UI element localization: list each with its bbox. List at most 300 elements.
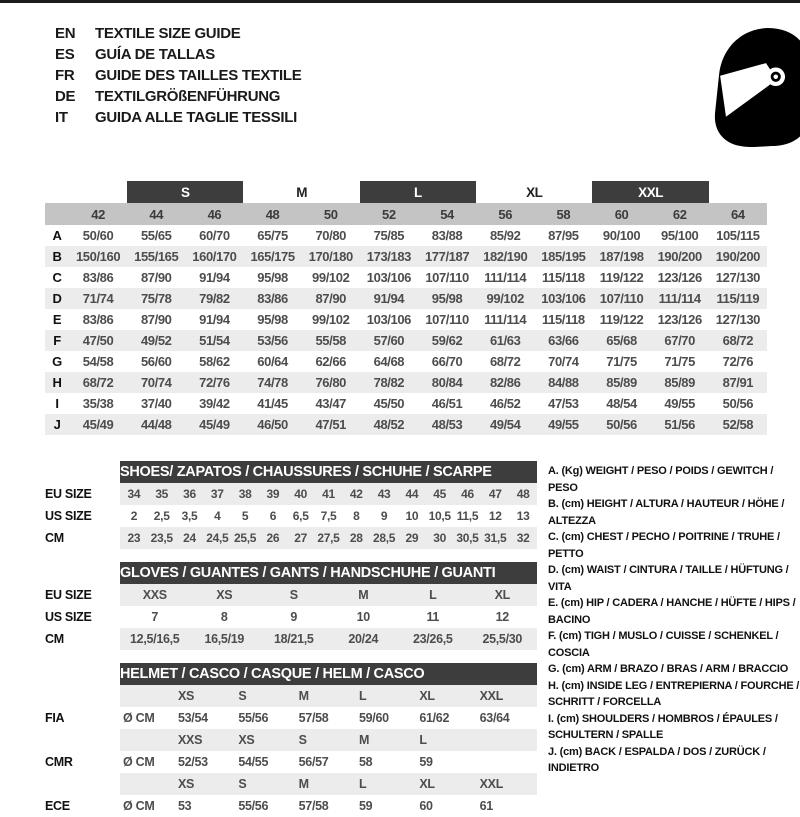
helmet-value-row — [45, 707, 537, 729]
size-value-cell: 127/130 — [715, 312, 760, 327]
size-value-cell: 45 — [426, 483, 454, 505]
accessory-tables — [45, 461, 537, 817]
measurement-legend — [548, 461, 800, 817]
size-column-header: 42 — [69, 203, 127, 225]
helmet-value-cell: 56/57 — [298, 755, 329, 769]
size-value-cell: 2 — [130, 509, 138, 523]
size-value-cell: 4 — [214, 509, 221, 523]
legend-key: I. — [548, 712, 557, 725]
size-value-cell: 103/106 — [366, 270, 411, 285]
shoes-size-table — [45, 461, 537, 549]
size-value-cell: 51/56 — [651, 414, 709, 435]
size-value-cell: XXS — [120, 584, 190, 606]
helmet-size-header: XS — [235, 729, 295, 751]
size-value-cell: 36 — [176, 483, 204, 505]
size-value-cell: 71/75 — [606, 354, 637, 369]
size-value-cell: 60/64 — [257, 354, 288, 369]
size-value-cell: 70/74 — [548, 354, 579, 369]
size-value-cell: 127/130 — [715, 270, 760, 285]
size-value-cell: 91/94 — [199, 270, 230, 285]
size-value-cell: 150/160 — [69, 246, 127, 267]
size-value-cell: 20/24 — [329, 628, 399, 650]
language-title-list — [55, 23, 800, 128]
size-value-cell: 111/114 — [651, 288, 709, 309]
size-value-cell: 26 — [259, 527, 287, 549]
helmet-value-cell: 57/58 — [298, 799, 329, 813]
measure-row-label: D — [45, 288, 69, 309]
unit-spacer — [120, 729, 175, 751]
row-label-spacer — [45, 461, 120, 483]
size-value-cell: 83/86 — [82, 312, 114, 327]
size-strip-corner — [45, 203, 69, 225]
size-value-cell: 75/85 — [373, 228, 405, 243]
size-value-cell: 79/82 — [185, 288, 243, 309]
measure-row — [45, 246, 767, 267]
language-title: TEXTILGRÖßENFÜHRUNG — [95, 88, 281, 105]
helmet-value-cell: 61 — [479, 799, 493, 813]
measure-row-label: E — [52, 312, 62, 327]
size-value-cell: 105/115 — [716, 228, 760, 243]
size-value-cell: 38 — [231, 483, 259, 505]
size-value-cell: 65/75 — [257, 228, 288, 243]
lower-section — [45, 461, 800, 817]
legend-item — [548, 463, 800, 496]
legend-key: C. — [548, 531, 562, 543]
measure-row-label: B — [45, 246, 69, 267]
size-group-header — [709, 181, 767, 203]
size-value-cell: 18/21,5 — [259, 628, 329, 650]
gloves-size-table-body — [45, 562, 537, 650]
size-value-cell: M — [329, 584, 399, 606]
row-label: CM — [45, 527, 120, 549]
measure-row — [45, 414, 767, 435]
size-value-cell: 111/114 — [484, 312, 527, 327]
size-value-cell: 115/118 — [542, 312, 585, 327]
size-column-header: 50 — [302, 203, 360, 225]
size-value-cell: 42 — [342, 483, 370, 505]
measure-row — [45, 288, 767, 309]
size-value-cell: 27,5 — [315, 527, 343, 549]
size-value-cell: 67/70 — [651, 330, 709, 351]
size-value-cell: 115/119 — [709, 288, 767, 309]
size-value-cell: 59/62 — [418, 330, 476, 351]
size-value-cell: 173/183 — [360, 246, 418, 267]
measure-row — [45, 225, 767, 246]
helmet-size-header: S — [235, 685, 295, 707]
legend-item — [548, 529, 800, 562]
legend-unit: (cm) — [561, 564, 587, 576]
size-value-cell: 53/56 — [243, 330, 301, 351]
size-value-cell: 99/102 — [476, 288, 534, 309]
size-row — [45, 527, 537, 549]
size-value-cell: 28,5 — [370, 527, 398, 549]
size-value-cell: 95/98 — [257, 312, 288, 327]
size-value-cell: 82/86 — [476, 372, 534, 393]
language-code: DE — [55, 88, 76, 105]
size-value-cell: 12 — [488, 509, 502, 523]
legend-item — [548, 595, 800, 628]
size-value-cell: 123/126 — [657, 312, 702, 327]
size-value-cell: 51/54 — [185, 330, 243, 351]
size-value-cell: 80/84 — [418, 372, 476, 393]
legend-item — [548, 562, 800, 595]
helmet-size-header: L — [356, 685, 416, 707]
size-value-cell: 71/75 — [664, 354, 695, 369]
size-value-cell: 11 — [426, 610, 440, 624]
helmet-value-cell: 54/55 — [238, 755, 269, 769]
size-value-cell: 119/122 — [599, 270, 644, 285]
language-row — [55, 65, 800, 86]
size-value-cell: 185/195 — [534, 246, 592, 267]
standard-label: ECE — [45, 795, 120, 817]
size-value-cell: 115/118 — [542, 270, 585, 285]
size-value-cell: 6,5 — [292, 509, 309, 523]
size-value-cell: 87/95 — [548, 228, 579, 243]
size-value-cell: 10 — [405, 509, 419, 523]
legend-unit: (cm) — [561, 679, 587, 692]
helmet-value-cell: 55/56 — [238, 711, 269, 725]
size-value-cell: 44/48 — [127, 414, 185, 435]
size-value-cell: 68/72 — [69, 372, 127, 393]
size-value-cell: 56/60 — [140, 354, 172, 369]
size-value-cell: 87/90 — [140, 270, 172, 285]
measure-row-label: F — [45, 330, 69, 351]
measure-row — [45, 330, 767, 351]
helmet-size-header: XL — [416, 773, 476, 795]
language-code: ES — [55, 46, 75, 63]
size-value-cell: 47/53 — [548, 396, 579, 411]
size-value-cell: 39/42 — [199, 396, 230, 411]
language-row — [55, 44, 800, 65]
helmet-value-cell: 52/53 — [178, 755, 208, 769]
legend-unit: (Kg) — [561, 465, 586, 477]
size-value-cell: 72/76 — [185, 372, 243, 393]
size-value-cell: 12,5/16,5 — [120, 628, 190, 650]
size-value-cell: 43 — [370, 483, 398, 505]
size-value-cell: 155/165 — [127, 246, 185, 267]
textile-size-table-body — [45, 181, 767, 435]
size-value-cell: 46 — [454, 483, 482, 505]
helmet-value-cell: 55/56 — [238, 799, 269, 813]
legend-text: SHOULDERS / HOMBROS / ÉPAULES / SCHULTERN / SPALLE — [548, 712, 778, 741]
legend-text: HEIGHT / ALTURA / HAUTEUR / HÖHE / ALTEZZA — [548, 498, 785, 527]
size-value-cell: 29 — [398, 527, 426, 549]
measure-row-label: A — [52, 228, 62, 243]
size-value-cell: 119/122 — [599, 312, 644, 327]
size-value-cell: 11,5 — [456, 509, 479, 523]
size-value-cell: 23/26,5 — [398, 628, 468, 650]
size-value-cell: 25,5/30 — [468, 628, 538, 650]
helmet-value-cell: 63/64 — [479, 711, 510, 725]
size-value-cell: 8 — [353, 509, 360, 523]
measure-row — [45, 351, 767, 372]
size-value-cell: 9 — [290, 610, 298, 624]
size-value-cell: 47/51 — [302, 414, 360, 435]
size-value-cell: 12 — [495, 610, 509, 624]
shoes-size-table-body — [45, 461, 537, 549]
size-value-cell: 46/52 — [489, 396, 521, 411]
helmet-value-cell: 59 — [358, 799, 373, 813]
size-value-cell: 190/200 — [651, 246, 709, 267]
size-value-cell: 99/102 — [312, 270, 350, 285]
size-value-cell: 28 — [342, 527, 370, 549]
language-code: EN — [55, 25, 76, 42]
helmet-value-cell: 59/60 — [358, 711, 389, 725]
helmet-size-table-body — [45, 663, 537, 817]
size-value-cell: 49/55 — [534, 414, 592, 435]
size-group-header: S — [127, 181, 243, 203]
legend-unit: (cm) — [561, 531, 587, 543]
helmet-value-cell: 53 — [178, 799, 192, 813]
row-label: US SIZE — [45, 606, 120, 628]
row-label-spacer — [45, 729, 120, 751]
size-group-header: M — [243, 181, 359, 203]
top-border-line — [0, 0, 800, 3]
size-row — [45, 628, 537, 650]
row-label-spacer — [45, 685, 120, 707]
legend-unit: (cm) — [562, 663, 587, 675]
size-value-cell: 55/65 — [140, 228, 172, 243]
size-value-cell: 47 — [481, 483, 509, 505]
size-value-cell: 46/50 — [243, 414, 301, 435]
legend-unit: (cm) — [556, 712, 582, 725]
helmet-size-header-row — [45, 773, 537, 795]
legend-key: H. — [548, 679, 562, 692]
size-value-cell: 62/66 — [315, 354, 346, 369]
measure-row-label: H — [45, 372, 69, 393]
standard-label: CMR — [45, 751, 120, 773]
measure-row — [45, 393, 767, 414]
size-group-header: XL — [476, 181, 592, 203]
language-title: GUIDE DES TAILLES TEXTILE — [95, 67, 302, 84]
legend-key: G. — [548, 663, 563, 675]
size-value-cell: S — [259, 584, 329, 606]
row-label-spacer — [45, 773, 120, 795]
size-value-cell: 50/56 — [722, 396, 754, 411]
legend-text: TIGH / MUSLO / CUISSE / SCHENKEL / COSCIA — [548, 630, 779, 659]
legend-item — [548, 496, 800, 529]
helmet-size-header: L — [356, 773, 416, 795]
helmet-size-header: XS — [175, 685, 235, 707]
language-row — [55, 23, 800, 44]
size-value-cell: 95/100 — [661, 228, 699, 243]
helmet-value-row — [45, 751, 537, 773]
size-value-cell: 30,5 — [454, 527, 482, 549]
size-value-cell: 57/60 — [360, 330, 418, 351]
size-row — [45, 584, 537, 606]
row-label-spacer — [45, 663, 120, 685]
size-value-cell: 190/200 — [709, 246, 767, 267]
legend-text: WEIGHT / PESO / POIDS / GEWITCH / PESO — [548, 465, 774, 494]
legend-text: HIP / CADERA / HANCHE / HÜFTE / HIPS / BACINO — [548, 597, 796, 626]
helmet-value-row — [45, 795, 537, 817]
size-value-cell: 74/78 — [243, 372, 301, 393]
size-value-cell: 48/52 — [360, 414, 418, 435]
legend-text: ARM / BRAZO / BRAS / ARM / BRACCIO — [586, 663, 789, 675]
size-value-cell: 23 — [120, 527, 148, 549]
size-value-cell: 49/54 — [476, 414, 534, 435]
size-value-cell: 83/86 — [82, 270, 114, 285]
gloves-size-table — [45, 562, 537, 650]
diameter-unit-label: Ø CM — [123, 711, 155, 725]
size-value-cell: 182/190 — [476, 246, 534, 267]
size-value-cell: 76/80 — [302, 372, 360, 393]
size-value-cell: 10 — [356, 610, 370, 624]
measure-row — [45, 267, 767, 288]
size-value-cell: 16,5/19 — [190, 628, 260, 650]
helmet-size-header: XXL — [477, 773, 537, 795]
size-column-header: 44 — [127, 203, 185, 225]
measure-row — [45, 309, 767, 330]
legend-key: A. — [548, 465, 562, 477]
helmet-value-cell — [477, 751, 537, 773]
language-title: TEXTILE SIZE GUIDE — [95, 25, 241, 42]
language-row — [55, 86, 800, 107]
standard-label: FIA — [45, 707, 120, 729]
helmet-size-header: S — [235, 773, 295, 795]
textile-size-table — [45, 181, 767, 435]
legend-item — [548, 661, 800, 678]
legend-text: INSIDE LEG / ENTREPIERNA / FOURCHE / SCHRITT / FORCELLA — [548, 679, 800, 708]
size-value-cell: 64/68 — [373, 354, 405, 369]
size-value-cell: 68/72 — [709, 330, 767, 351]
size-value-cell: 103/106 — [366, 312, 411, 327]
measure-row-label: G — [52, 354, 62, 369]
size-value-cell: 170/180 — [302, 246, 360, 267]
size-value-cell: 35 — [148, 483, 176, 505]
size-value-cell: 91/94 — [199, 312, 230, 327]
size-value-cell: 7,5 — [320, 509, 337, 523]
helmet-table-title: HELMET / CASCO / CASQUE / HELM / CASCO — [120, 663, 537, 685]
legend-key: D. — [548, 564, 562, 576]
size-value-cell: 49/55 — [664, 396, 695, 411]
size-value-cell: 165/175 — [243, 246, 301, 267]
size-value-cell: L — [398, 584, 468, 606]
size-value-cell: XS — [190, 584, 260, 606]
size-value-cell: 39 — [259, 483, 287, 505]
helmet-size-header: S — [296, 729, 356, 751]
size-value-cell: 45/49 — [69, 414, 127, 435]
legend-text: CHEST / PECHO / POITRINE / TRUHE / PETTO — [548, 531, 780, 560]
size-value-cell: 25,5 — [231, 527, 259, 549]
size-group-header: L — [360, 181, 476, 203]
size-column-header: 56 — [476, 203, 534, 225]
size-column-header: 54 — [418, 203, 476, 225]
size-value-cell: 71/74 — [69, 288, 127, 309]
language-row — [55, 107, 800, 128]
size-value-cell: 66/70 — [431, 354, 463, 369]
unit-spacer — [120, 773, 175, 795]
legend-item — [548, 628, 800, 661]
size-value-cell: 5 — [241, 509, 249, 523]
size-column-header: 48 — [243, 203, 301, 225]
helmet-value-cell: 60 — [419, 799, 433, 813]
legend-text: WAIST / CINTURA / TAILLE / HÜFTUNG / VITA — [548, 564, 789, 593]
size-value-cell: XL — [468, 584, 538, 606]
size-value-cell: 70/74 — [127, 372, 185, 393]
size-value-cell: 37/40 — [140, 396, 172, 411]
size-value-cell: 40 — [287, 483, 315, 505]
size-value-cell: 85/92 — [489, 228, 521, 243]
size-column-header: 58 — [534, 203, 592, 225]
size-value-cell: 177/187 — [418, 246, 476, 267]
size-column-header: 60 — [592, 203, 650, 225]
size-value-cell: 47/50 — [69, 330, 127, 351]
size-value-cell: 8 — [220, 610, 228, 624]
size-value-cell: 52/58 — [709, 414, 767, 435]
helmet-size-header: XXL — [477, 685, 537, 707]
size-value-cell: 95/98 — [418, 288, 476, 309]
size-value-cell: 24 — [176, 527, 204, 549]
size-value-cell: 83/86 — [243, 288, 301, 309]
size-value-cell: 24,5 — [203, 527, 231, 549]
size-value-cell: 160/170 — [185, 246, 243, 267]
size-value-cell: 10,5 — [428, 509, 451, 523]
legend-item — [548, 711, 800, 744]
size-value-cell: 50/56 — [592, 414, 650, 435]
legend-key: E. — [548, 597, 561, 609]
measure-row-label: C — [52, 270, 62, 285]
size-value-cell: 123/126 — [657, 270, 702, 285]
size-value-cell: 91/94 — [360, 288, 418, 309]
helmet-size-header-row — [45, 729, 537, 751]
size-value-cell: 85/89 — [651, 372, 709, 393]
size-value-cell: 75/78 — [127, 288, 185, 309]
size-column-header: 52 — [360, 203, 418, 225]
helmet-size-header: L — [416, 729, 476, 751]
size-value-cell: 87/91 — [709, 372, 767, 393]
legend-key: F. — [548, 630, 560, 642]
helmet-value-cell: 59 — [419, 755, 433, 769]
diameter-unit-label: Ø CM — [123, 755, 155, 769]
legend-key: B. — [548, 498, 562, 510]
legend-item — [548, 744, 800, 777]
size-value-cell: 45/49 — [185, 414, 243, 435]
gloves-table-title: GLOVES / GUANTES / GANTS / HANDSCHUHE / GUANTI — [120, 562, 537, 584]
unit-spacer — [120, 685, 175, 707]
size-value-cell: 35/38 — [82, 396, 114, 411]
helmet-size-header: M — [356, 729, 416, 751]
size-row — [45, 606, 537, 628]
size-row — [45, 505, 537, 527]
helmet-value-cell: 57/58 — [298, 711, 329, 725]
helmet-icon — [707, 26, 800, 148]
size-value-cell: 95/98 — [257, 270, 288, 285]
size-value-cell: 58/62 — [199, 354, 230, 369]
size-value-cell: 103/106 — [534, 288, 592, 309]
size-row — [45, 483, 537, 505]
size-value-cell: 48 — [509, 483, 537, 505]
size-value-cell: 70/80 — [315, 228, 346, 243]
size-value-cell: 107/110 — [592, 288, 650, 309]
row-label: EU SIZE — [45, 584, 120, 606]
size-value-cell: 2,5 — [153, 509, 170, 523]
size-value-cell: 30 — [426, 527, 454, 549]
helmet-size-header: XXS — [175, 729, 235, 751]
size-value-cell: 111/114 — [484, 270, 527, 285]
size-value-cell: 90/100 — [602, 228, 641, 243]
helmet-value-cell: 53/54 — [178, 711, 208, 725]
size-value-cell: 6 — [269, 509, 277, 523]
size-value-cell: 41 — [315, 483, 343, 505]
size-value-cell: 7 — [151, 610, 159, 624]
header — [55, 23, 800, 141]
row-label: CM — [45, 628, 120, 650]
size-value-cell: 48/53 — [418, 414, 476, 435]
helmet-value-cell: 61/62 — [419, 711, 450, 725]
language-code: FR — [55, 67, 75, 84]
shoes-table-title: SHOES/ ZAPATOS / CHAUSSURES / SCHUHE / SCARPE — [120, 461, 537, 483]
